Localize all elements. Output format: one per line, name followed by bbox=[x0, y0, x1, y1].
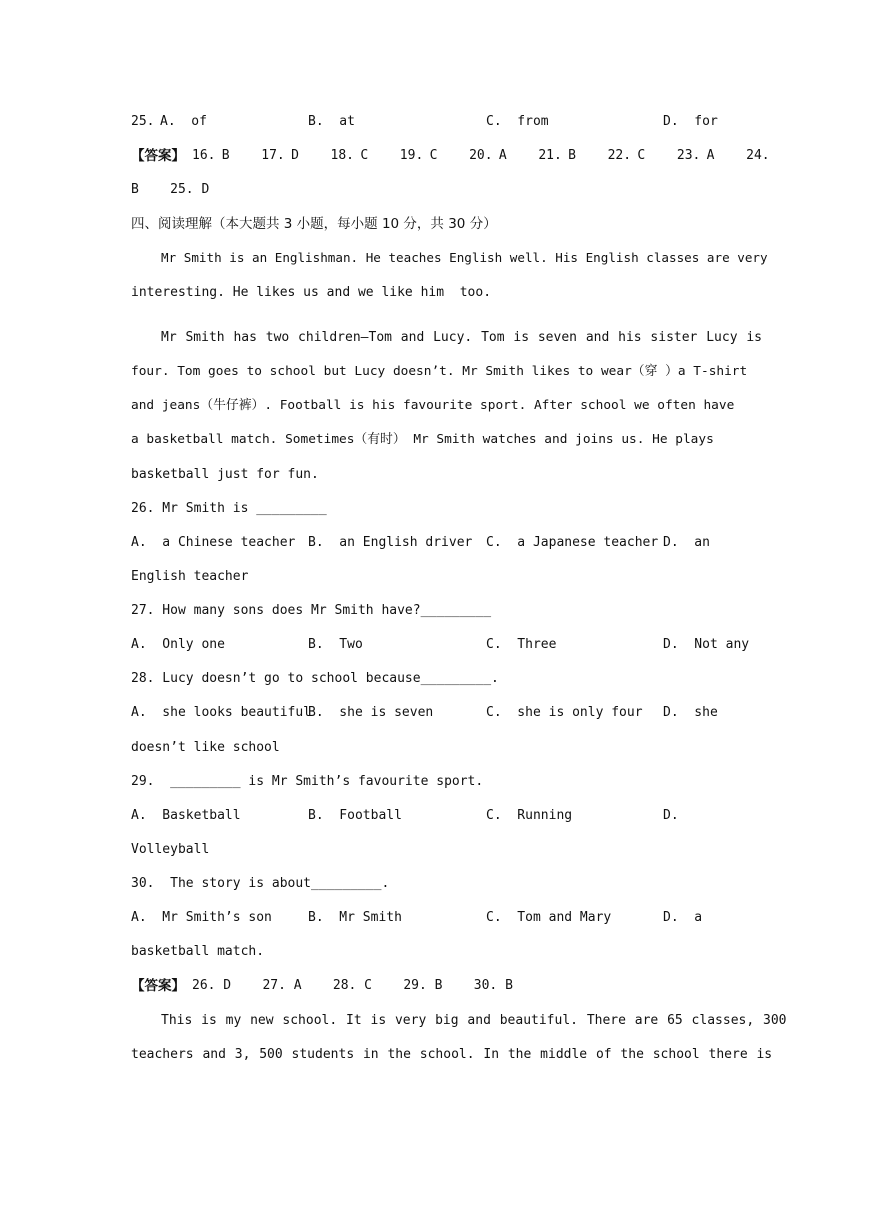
q29-option-d: D. bbox=[663, 808, 679, 823]
passage1-p1-line1: Mr Smith is an Englishman. He teaches English well. His English classes are very bbox=[161, 250, 768, 265]
q28-option-a: A. she looks beautiful bbox=[131, 705, 312, 720]
q29-option-a: A. Basketball bbox=[131, 808, 241, 823]
passage1-p2-line1: Mr Smith has two children—Tom and Lucy. Tom is seven and his sister Lucy is bbox=[161, 330, 762, 345]
q26-option-c: C. a Japanese teacher bbox=[486, 535, 659, 550]
q27-option-b: B. Two bbox=[308, 637, 363, 652]
q28-stem: 28. Lucy doesn’t go to school because_________. bbox=[131, 671, 499, 686]
q25-option-b: B. at bbox=[308, 114, 355, 129]
answer-label-1: 【答案】 bbox=[131, 148, 185, 164]
passage1-p2-line5: basketball just for fun. bbox=[131, 467, 319, 482]
passage1-p2-line2: four. Tom goes to school but Lucy doesn’t. Mr Smith likes to wear（穿 ）a T-shirt bbox=[131, 364, 748, 379]
q29-stem: 29. _________ is Mr Smith’s favourite sport. bbox=[131, 774, 484, 789]
q25-option-c: C. from bbox=[486, 114, 549, 129]
q28-option-d: D. she bbox=[663, 705, 718, 720]
q27-option-d: D. Not any bbox=[663, 637, 750, 652]
q29-option-b: B. Football bbox=[308, 808, 402, 823]
q25-option-d: D. for bbox=[663, 114, 718, 129]
q26-option-d: D. an bbox=[663, 535, 710, 550]
answer-key-1-line1: 16. B 17. D 18. C 19. C 20. A 21. B 22. C 23. A 24. bbox=[192, 148, 770, 163]
q30-option-d: D. a bbox=[663, 910, 703, 925]
q29-option-c: C. Running bbox=[486, 808, 573, 823]
section-heading: 四、阅读理解（本大题共 3 小题，每小题 10 分，共 30 分） bbox=[131, 216, 497, 232]
q26-option-a: A. a Chinese teacher bbox=[131, 535, 296, 550]
q27-option-c: C. Three bbox=[486, 637, 557, 652]
answer-key-1-line2: B 25. D bbox=[131, 182, 210, 197]
q27-option-a: A. Only one bbox=[131, 637, 225, 652]
passage1-p2-line4: a basketball match. Sometimes（有时） Mr Smith watches and joins us. He plays bbox=[131, 432, 714, 447]
q30-option-a: A. Mr Smith’s son bbox=[131, 910, 272, 925]
passage2-line2: teachers and 3, 500 students in the school. In the middle of the school there is bbox=[131, 1047, 773, 1062]
q29-option-d-cont: Volleyball bbox=[131, 842, 210, 857]
passage1-p2-line3: and jeans（牛仔裤）. Football is his favourite sport. After school we often have bbox=[131, 398, 735, 413]
passage2-line1: This is my new school. It is very big and beautiful. There are 65 classes, 300 bbox=[161, 1013, 787, 1028]
q30-stem: 30. The story is about_________. bbox=[131, 876, 390, 891]
q28-option-b: B. she is seven bbox=[308, 705, 434, 720]
q25-number: 25. bbox=[131, 114, 155, 129]
q26-option-b: B. an English driver bbox=[308, 535, 473, 550]
q30-option-c: C. Tom and Mary bbox=[486, 910, 612, 925]
q30-option-d-cont: basketball match. bbox=[131, 944, 265, 959]
answer-label-2: 【答案】 bbox=[131, 978, 185, 994]
q27-stem: 27. How many sons does Mr Smith have?_________ bbox=[131, 603, 492, 618]
q28-option-d-cont: doesn’t like school bbox=[131, 740, 280, 755]
q28-option-c: C. she is only four bbox=[486, 705, 643, 720]
q26-option-d-cont: English teacher bbox=[131, 569, 249, 584]
q26-stem: 26. Mr Smith is _________ bbox=[131, 501, 327, 516]
q25-option-a: A. of bbox=[160, 114, 207, 129]
q30-option-b: B. Mr Smith bbox=[308, 910, 402, 925]
passage1-p1-line2: interesting. He likes us and we like him too. bbox=[131, 285, 492, 300]
answer-key-2: 26. D 27. A 28. C 29. B 30. B bbox=[192, 978, 513, 993]
